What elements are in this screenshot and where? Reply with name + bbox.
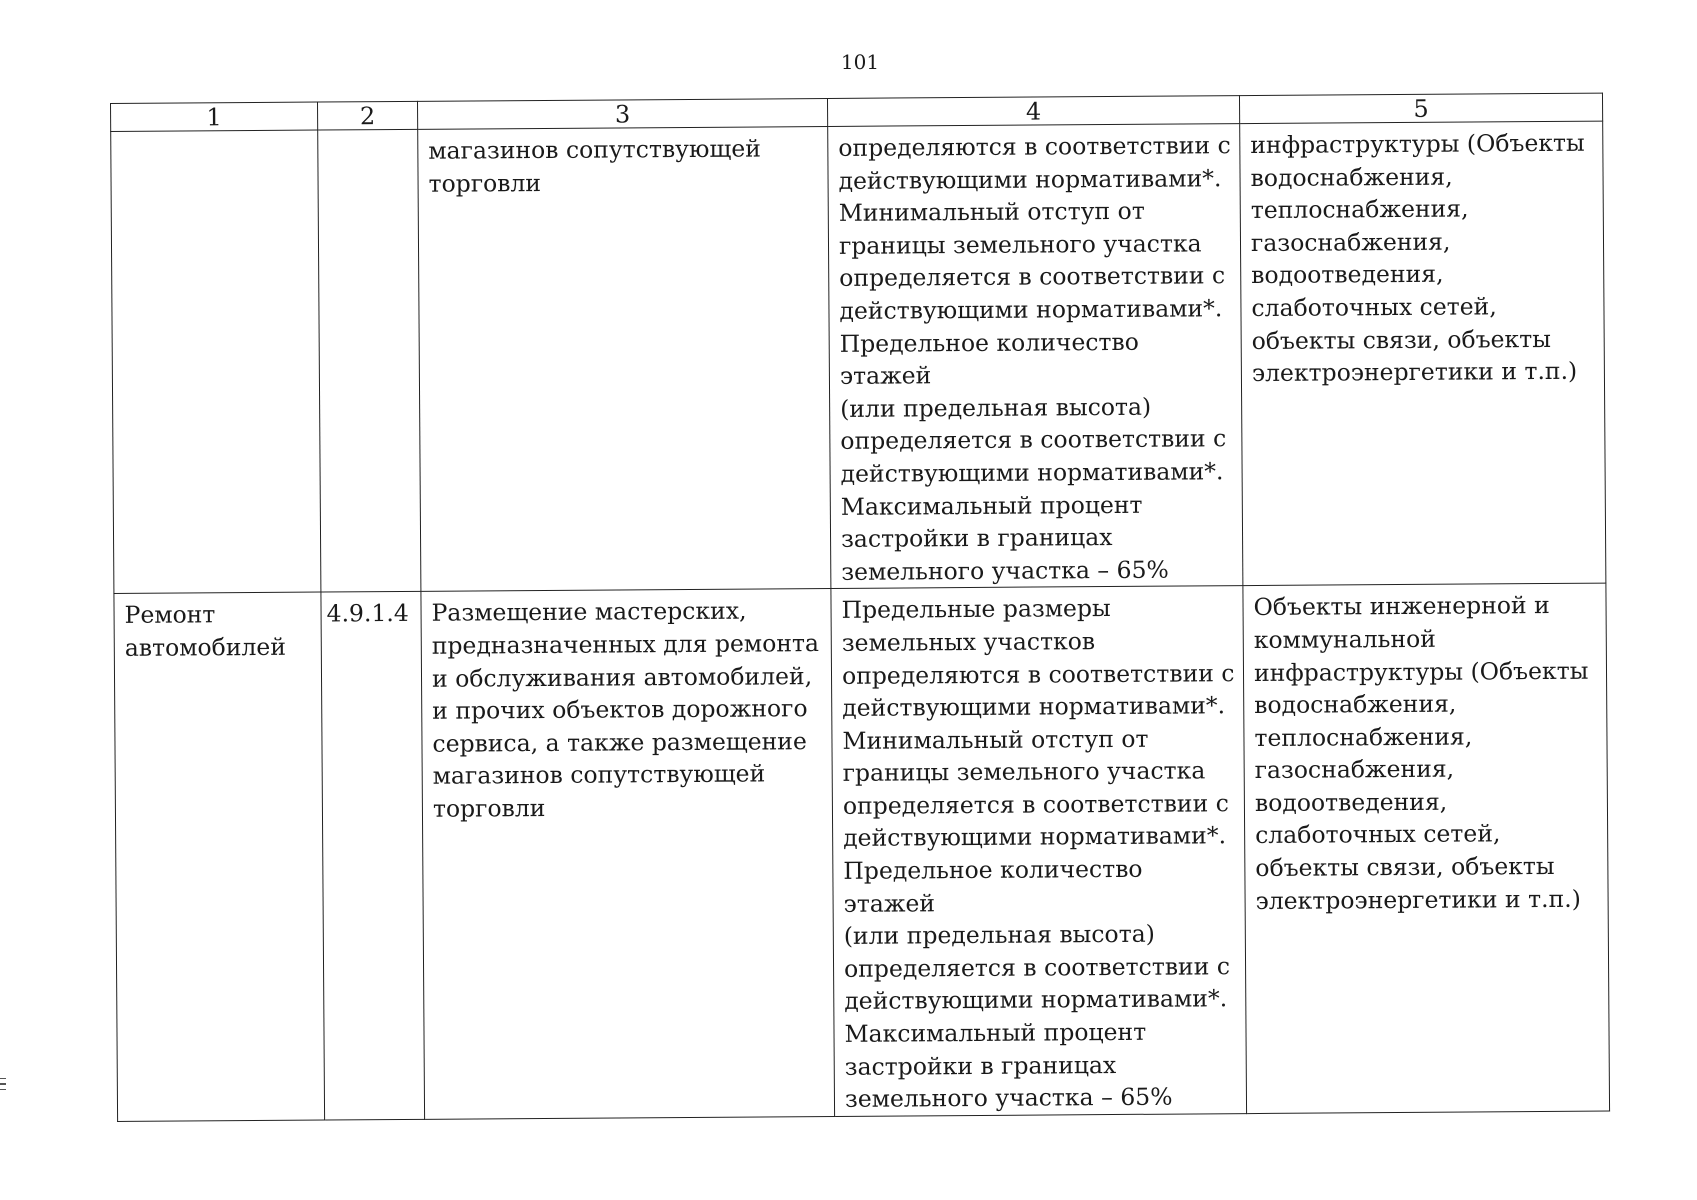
header-cell-4: 4 <box>827 96 1239 127</box>
header-cell-5: 5 <box>1239 93 1602 124</box>
cell-text: определяются в соответствии с действующими нормативами*. Минимальный отступ от границы земельного участка определяется в соответствии с действующими нормативами*. Предельное количество этажей (или предельная высота) определяется в соответствии с действующими нормативами*. Максимальный процент застройки в границах земельного участка – 65% <box>838 131 1231 586</box>
cell-parameters <box>831 586 1247 1116</box>
cell-text: Предельные размеры земельных участков определяются в соответствии с действующими нормативами*. Минимальный отступ от границы земельного участка определяется в соответствии с действующими нормативами*. Предельное количество этажей (или предельная высота) определяется в соответствии с действующими нормативами*. Максимальный процент застройки в границах земельного участка – 65% <box>841 594 1235 1114</box>
cell-use-name <box>111 130 321 594</box>
cell-text: инфраструктуры (Объекты водоснабжения, теплоснабжения, газоснабжения, водоотведения, слаботочных сетей, объекты связи, объекты электроэнергетики и т.п.) <box>1250 128 1585 388</box>
header-cell-2: 2 <box>317 101 417 130</box>
cell-text <box>121 136 309 137</box>
cell-auxiliary-objects <box>1243 583 1610 1113</box>
cell-text: Объекты инженерной и коммунальной инфраструктуры (Объекты водоснабжения, теплоснабжения, газоснабжения, водоотведения, слаботочных сетей, объекты связи, объекты электроэнергетики и т.п.) <box>1253 591 1589 915</box>
cell-text <box>323 135 415 136</box>
cell-use-name <box>114 592 325 1121</box>
scan-margin-mark <box>0 1078 6 1094</box>
header-cell-3: 3 <box>417 98 827 129</box>
regulations-table <box>110 93 1610 1122</box>
cell-use-code <box>321 592 425 1120</box>
table-row <box>111 121 1606 594</box>
cell-text: Ремонт автомобилей <box>124 600 287 662</box>
cell-use-code <box>318 129 421 592</box>
cell-text: магазинов сопутствующей торговли <box>428 134 761 198</box>
cell-parameters <box>828 124 1243 589</box>
cell-use-description <box>418 126 831 591</box>
cell-text: Размещение мастерских, предназначенных для ремонта и обслуживания автомобилей, и прочих объектов дорожного сервиса, а также размещение магазинов сопутствующей торговли <box>431 596 820 823</box>
cell-text: 4.9.1.4 <box>326 599 409 628</box>
page-number: 101 <box>840 50 880 74</box>
table-row <box>114 583 1610 1121</box>
cell-auxiliary-objects <box>1240 121 1606 586</box>
cell-use-description <box>421 589 835 1119</box>
header-cell-1: 1 <box>111 102 318 131</box>
